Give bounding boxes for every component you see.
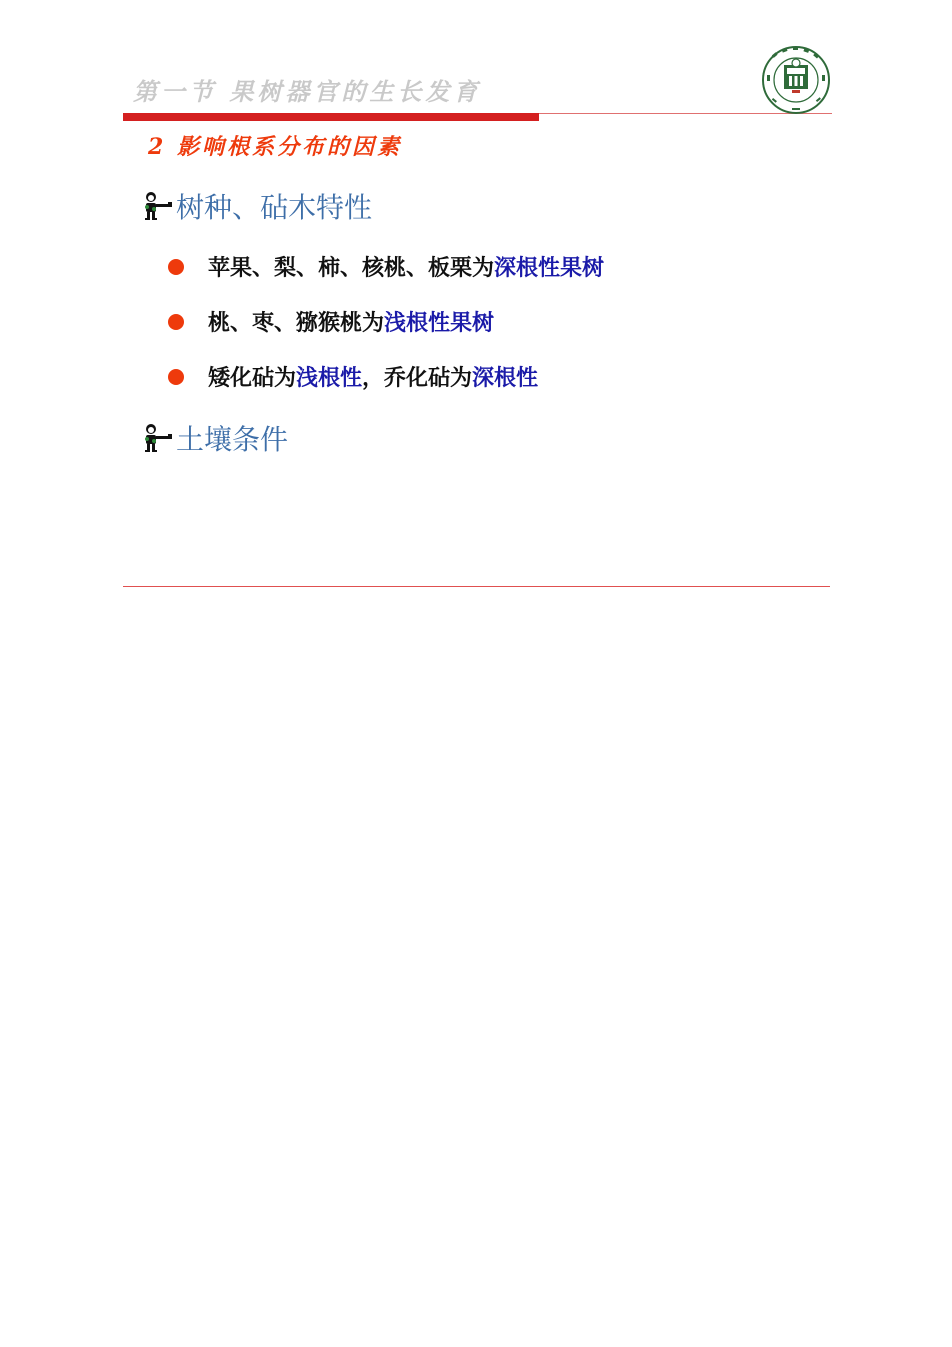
list-item [168,361,538,392]
bullet-highlight-text: 深根性果树 [494,256,605,281]
section-heading: 土壤条件 [176,423,289,456]
bullet-dot-icon [168,259,184,275]
bullet-text: 矮化砧为 [208,366,297,391]
bullet-text: 桃、枣、猕猴桃为 [208,311,385,336]
bullet-highlight-text: 浅根性果树 [384,311,495,336]
bullet-text: 苹果、梨、柿、核桃、板栗为 [208,256,495,281]
slide-subtitle: 2 影响根系分布的因素 [148,134,402,160]
list-item [168,251,604,282]
header-accent-bar [123,113,539,121]
section-heading: 树种、砧木特性 [176,191,373,224]
cartoon-figure-icon [142,191,176,221]
university-seal-icon [758,45,834,115]
list-item [168,306,494,337]
footer-divider-line [123,586,830,587]
bullet-highlight-text: 深根性 [472,366,539,391]
cartoon-figure-icon [142,423,176,453]
bullet-text: ，乔化砧为 [362,366,473,391]
bullet-dot-icon [168,369,184,385]
bullet-highlight-text: 浅根性 [296,366,363,391]
section-soil [142,418,288,458]
bullet-dot-icon [168,314,184,330]
section-rootstock [142,186,372,226]
page-header-title: 第一节 果树器官的生长发育 [133,77,482,106]
